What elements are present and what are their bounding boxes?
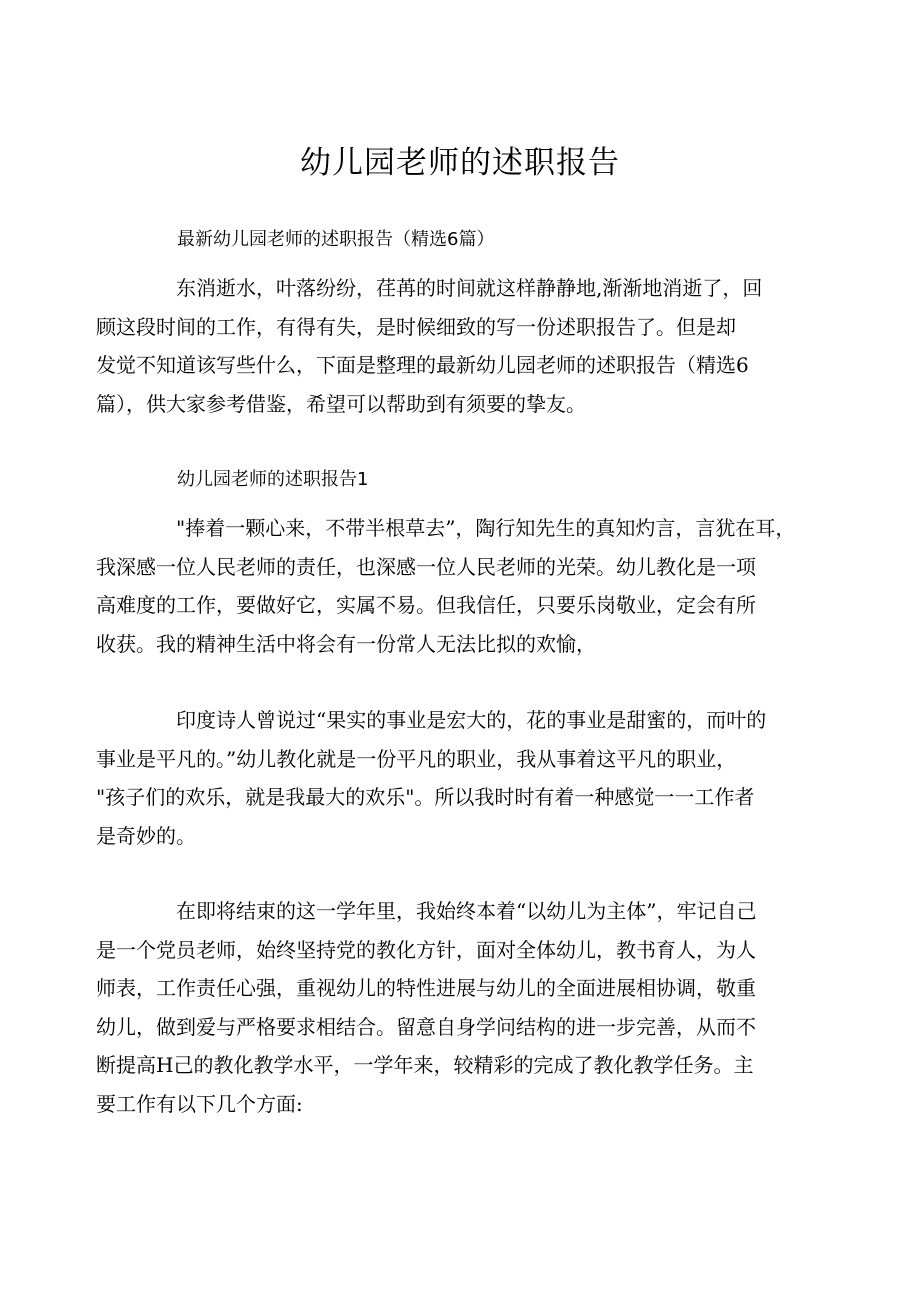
paragraph-line: 在即将结束的这一学年里，我始终本着“以幼儿为主体”，牢记自己 [176, 899, 757, 923]
body-paragraph-1 [96, 509, 796, 663]
paragraph-line: "捧着一颗心来，不带半根草去”，陶行知先生的真知灼言，言犹在耳， [176, 516, 796, 540]
body-paragraph-2 [96, 701, 796, 855]
paragraph-line: 发觉不知道该写些什么，下面是整理的最新幼儿园老师的述职报告（精选6 [96, 353, 749, 377]
paragraph-line: 我深感一位人民老师的责任，也深感一位人民老师的光荣。幼儿教化是一项 [96, 554, 756, 579]
paragraph-line: 断提高H己的教化教学水平，一学年来，较精彩的完成了教化教学任务。主 [96, 1053, 754, 1077]
paragraph-line: 是一个党员老师，始终坚持党的教化方针，面对全体幼儿，教书育人，为人 [96, 937, 756, 962]
paragraph-line: 收获。我的精神生活中将会有一份常人无法比拟的欢愉， [96, 631, 596, 656]
paragraph-line: 师表，工作责任心强，重视幼儿的特性进展与幼儿的全面进展相协调，敬重 [96, 976, 756, 1000]
paragraph-line: 幼儿，做到爱与严格要求相结合。留意自身学问结构的进一步完善，从而不 [96, 1014, 756, 1039]
document-title: 幼儿园老师的述职报告 [300, 145, 620, 181]
document-subtitle: 最新幼儿园老师的述职报告（精选6篇） [177, 229, 495, 250]
intro-paragraph [96, 269, 796, 423]
paragraph-line: "孩子们的欢乐，就是我最大的欢乐"。所以我时时有着一种感觉一一工作者 [96, 785, 755, 809]
paragraph-line: 是奇妙的。 [96, 823, 196, 848]
section-heading: 幼儿园老师的述职报告1 [177, 469, 369, 490]
paragraph-line: 事业是平凡的。”幼儿教化就是一份平凡的职业，我从事着这平凡的职业， [96, 746, 737, 771]
paragraph-line: 顾这段时间的工作，有得有失，是时候细致的写一份述职报告了。但是却 [96, 314, 736, 339]
paragraph-line: 篇），供大家参考借鉴，希望可以帮助到有须要的挚友。 [96, 391, 586, 416]
body-paragraph-3 [96, 892, 796, 1123]
paragraph-line: 东消逝水，叶落纷纷，荏苒的时间就这样静静地,渐渐地消逝了，回 [176, 276, 763, 300]
paragraph-line: 高难度的工作，要做好它，实属不易。但我信任，只要乐岗敬业，定会有所 [96, 593, 756, 617]
paragraph-line: 印度诗人曾说过“果实的事业是宏大的，花的事业是甜蜜的，而叶的 [176, 708, 767, 732]
paragraph-line: 要工作有以下几个方面: [96, 1091, 303, 1116]
